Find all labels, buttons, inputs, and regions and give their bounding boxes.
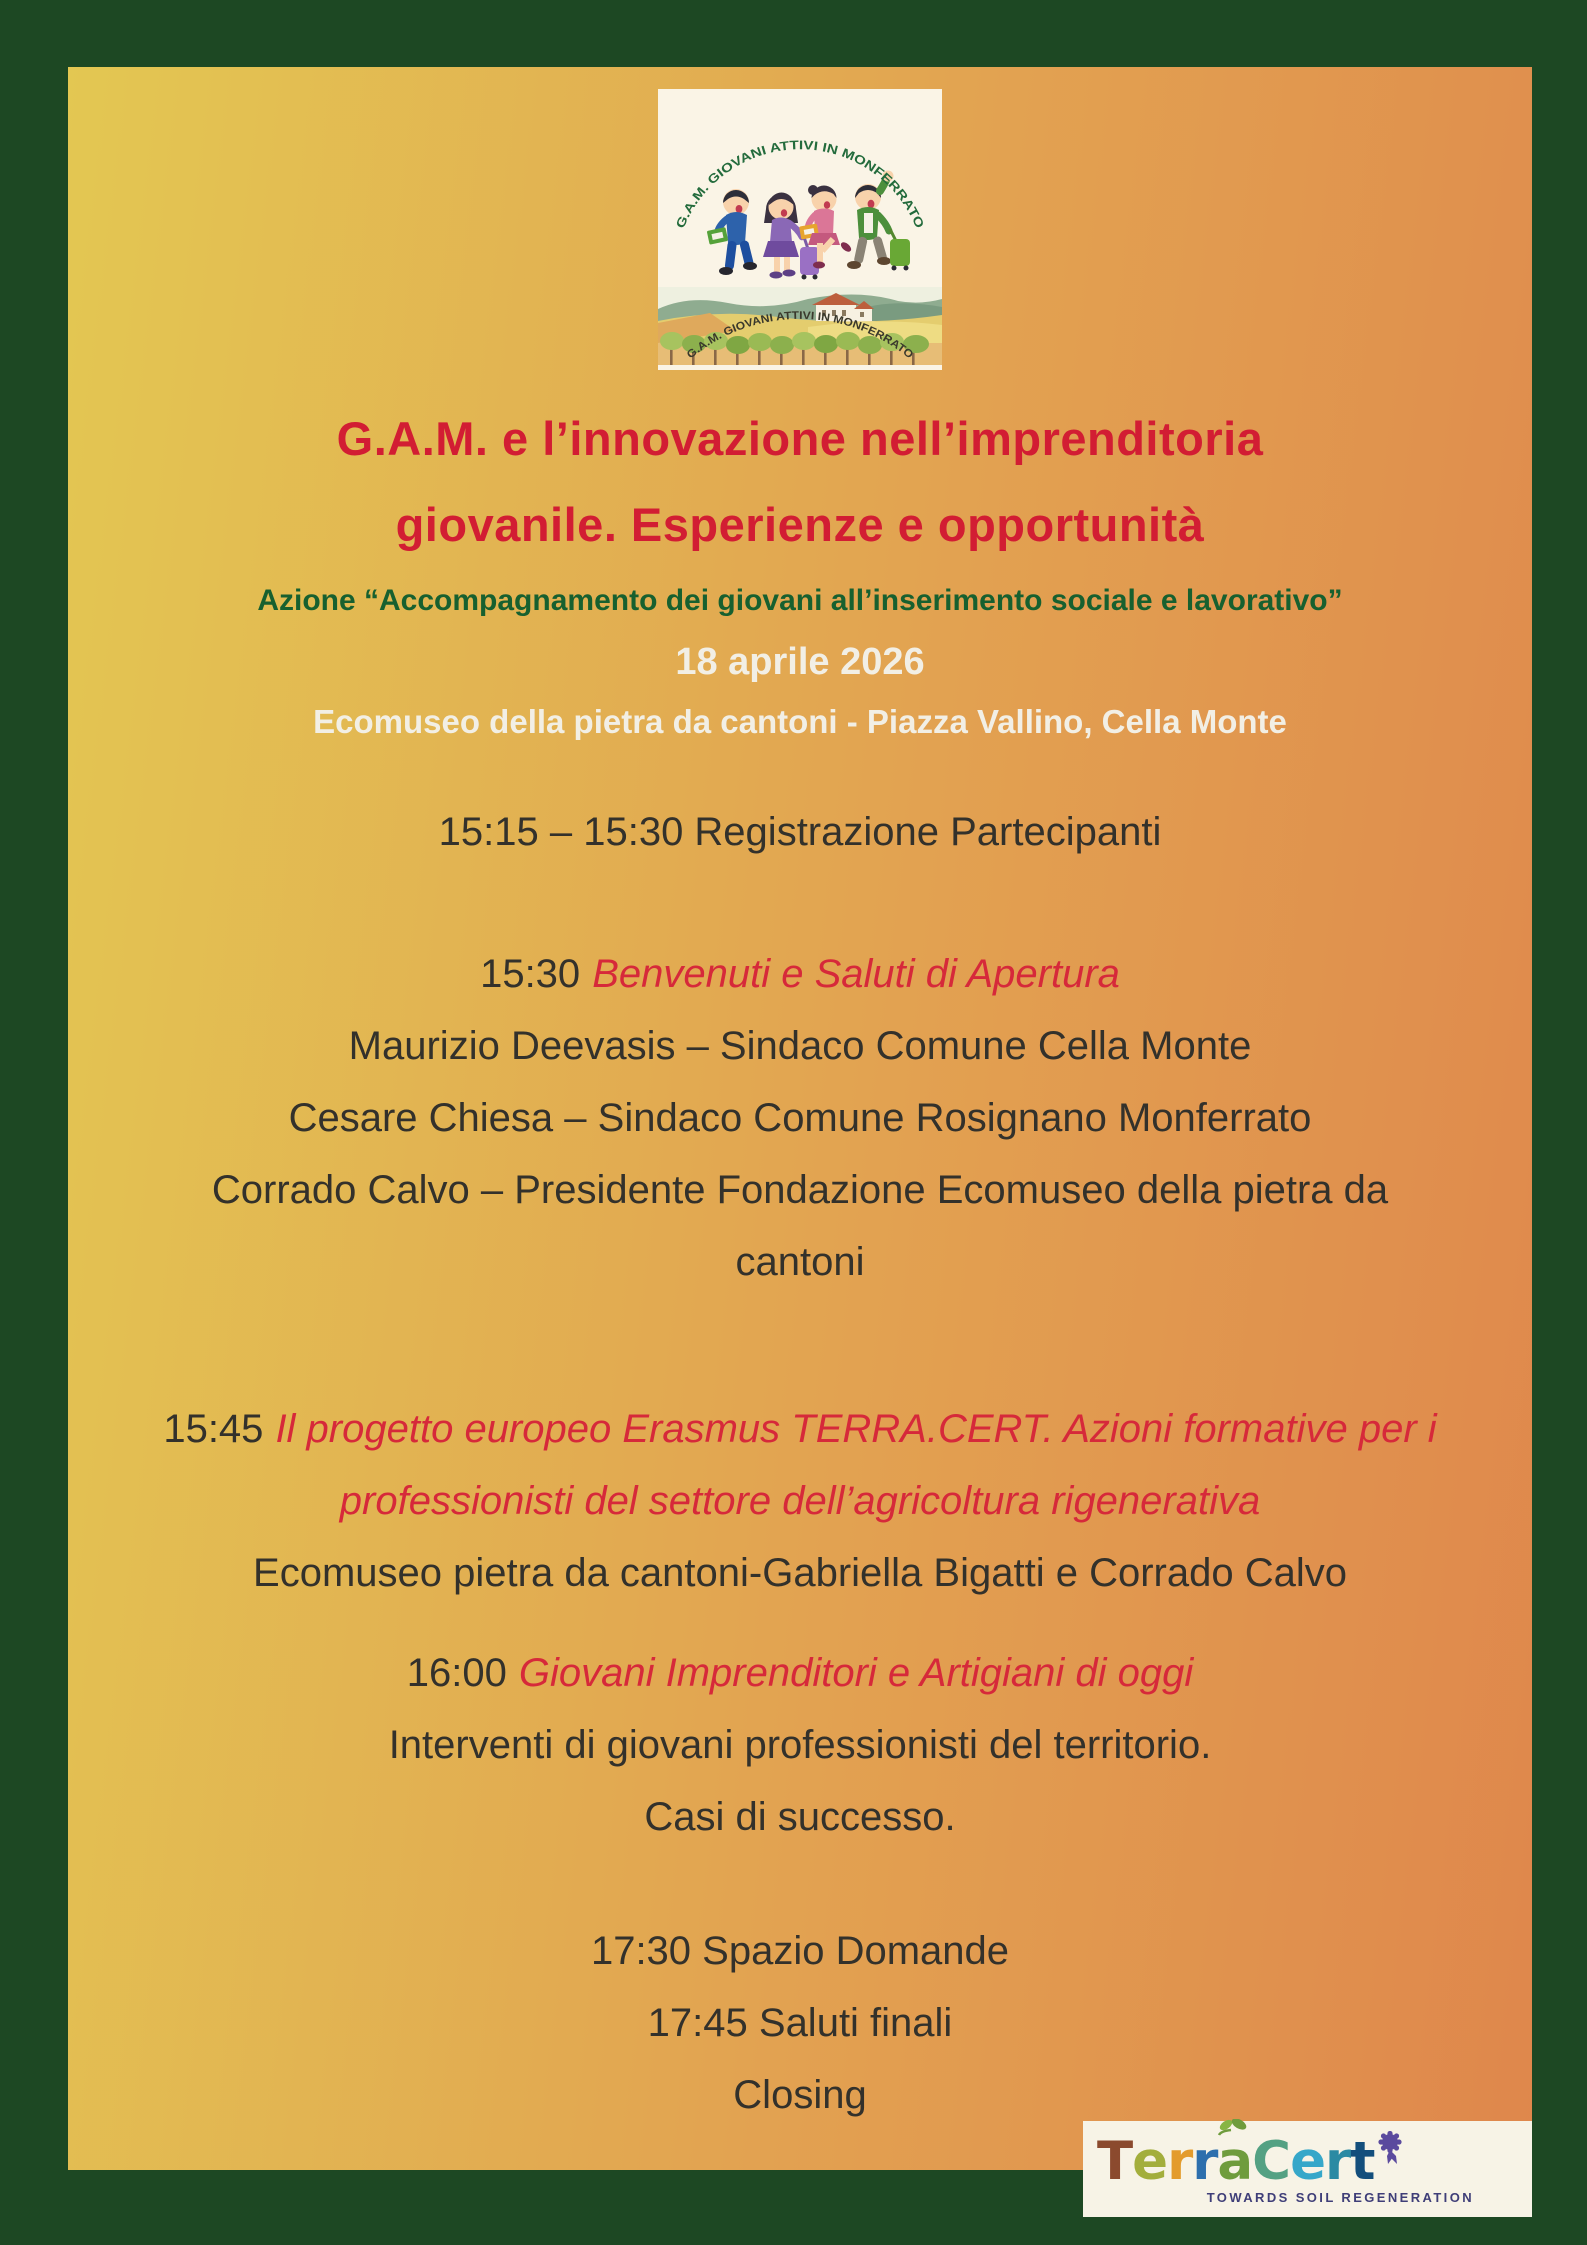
gam-arc-text-bottom: G.A.M. GIOVANI ATTIVI IN MONFERRATO <box>684 309 915 362</box>
schedule-block-terracert-talk <box>68 1393 1532 1609</box>
event-location: Ecomuseo della pietra da cantoni - Piazza Vallino, Cella Monte <box>313 703 1287 741</box>
event-title-line1: G.A.M. e l’innovazione nell’imprenditoria <box>336 412 1264 465</box>
schedule-block-welcome <box>68 938 1532 1298</box>
terracert-letter-a <box>1217 2131 1253 2192</box>
terracert-tagline: TOWARDS SOIL REGENERATION <box>1206 2190 1474 2205</box>
schedule-closing: Closing <box>733 2073 867 2117</box>
terracert-letter-r3: r <box>1325 2131 1351 2192</box>
schedule-questions: 17:30 Spazio Domande <box>590 1929 1010 1973</box>
terracert-rosette-icon <box>1377 2131 1403 2165</box>
terracert-talk-title: Il progetto europeo Erasmus TERRA.CERT. Azioni formative per i professionisti del settore dell’agricoltura rigenerativa <box>275 1407 1437 1523</box>
terracert-letter-a-glyph: a <box>1217 2131 1253 2192</box>
poster-background <box>68 67 1532 2170</box>
schedule-block-closing <box>68 1915 1532 2131</box>
terracert-letter-e2: e <box>1290 2131 1326 2192</box>
giovani-line-1: Interventi di giovani professionisti del territorio. <box>388 1723 1212 1767</box>
event-title <box>68 396 1532 567</box>
schedule <box>68 796 1532 2131</box>
event-subtitle: Azione “Accompagnamento dei giovani all’inserimento sociale e lavorativo” <box>257 584 1343 618</box>
schedule-block-giovani <box>68 1637 1532 1853</box>
giovani-title-line <box>68 1637 1532 1709</box>
gam-arc-text-top: G.A.M. GIOVANI ATTIVI IN MONFERRATO <box>673 138 926 231</box>
welcome-speaker-3: Corrado Calvo – Presidente Fondazione Ecomuseo della pietra da cantoni <box>211 1168 1389 1284</box>
giovani-line-2: Casi di successo. <box>644 1795 956 1839</box>
event-title-line2: giovanile. Esperienze e opportunità <box>395 497 1205 551</box>
terracert-talk-time: 15:45 <box>163 1407 264 1451</box>
terracert-letter-t: t <box>1350 2131 1375 2192</box>
terracert-letter-r2: r <box>1192 2131 1218 2192</box>
welcome-speaker-1: Maurizio Deevasis – Sindaco Comune Cella Monte <box>348 1024 1252 1068</box>
welcome-title: Benvenuti e Saluti di Apertura <box>592 952 1120 996</box>
terracert-letter-r1: r <box>1167 2131 1193 2192</box>
gam-logo <box>658 89 942 370</box>
terracert-leaves-icon <box>1215 2119 1249 2139</box>
giovani-time: 16:00 <box>406 1651 507 1695</box>
schedule-farewell: 17:45 Saluti finali <box>647 2001 953 2045</box>
gam-logo-illustration <box>658 89 942 370</box>
farm-landscape-illustration <box>658 287 942 370</box>
welcome-speaker-2: Cesare Chiesa – Sindaco Comune Rosignano Monferrato <box>288 1096 1312 1140</box>
giovani-title: Giovani Imprenditori e Artigiani di oggi <box>518 1651 1194 1695</box>
terracert-letter-T: T <box>1097 2131 1133 2192</box>
event-date: 18 aprile 2026 <box>675 641 925 684</box>
terracert-talk-title-line <box>135 1393 1465 1537</box>
welcome-title-line <box>200 938 1400 1010</box>
terracert-letter-e1: e <box>1132 2131 1168 2192</box>
terracert-wordmark <box>1097 2131 1516 2192</box>
terracert-talk-speakers: Ecomuseo pietra da cantoni-Gabriella Bigatti e Corrado Calvo <box>253 1551 1347 1595</box>
terracert-logo <box>1083 2121 1532 2217</box>
terracert-letter-C: C <box>1252 2131 1291 2192</box>
welcome-time: 15:30 <box>480 952 581 996</box>
schedule-registration: 15:15 – 15:30 Registrazione Partecipanti <box>438 810 1162 854</box>
